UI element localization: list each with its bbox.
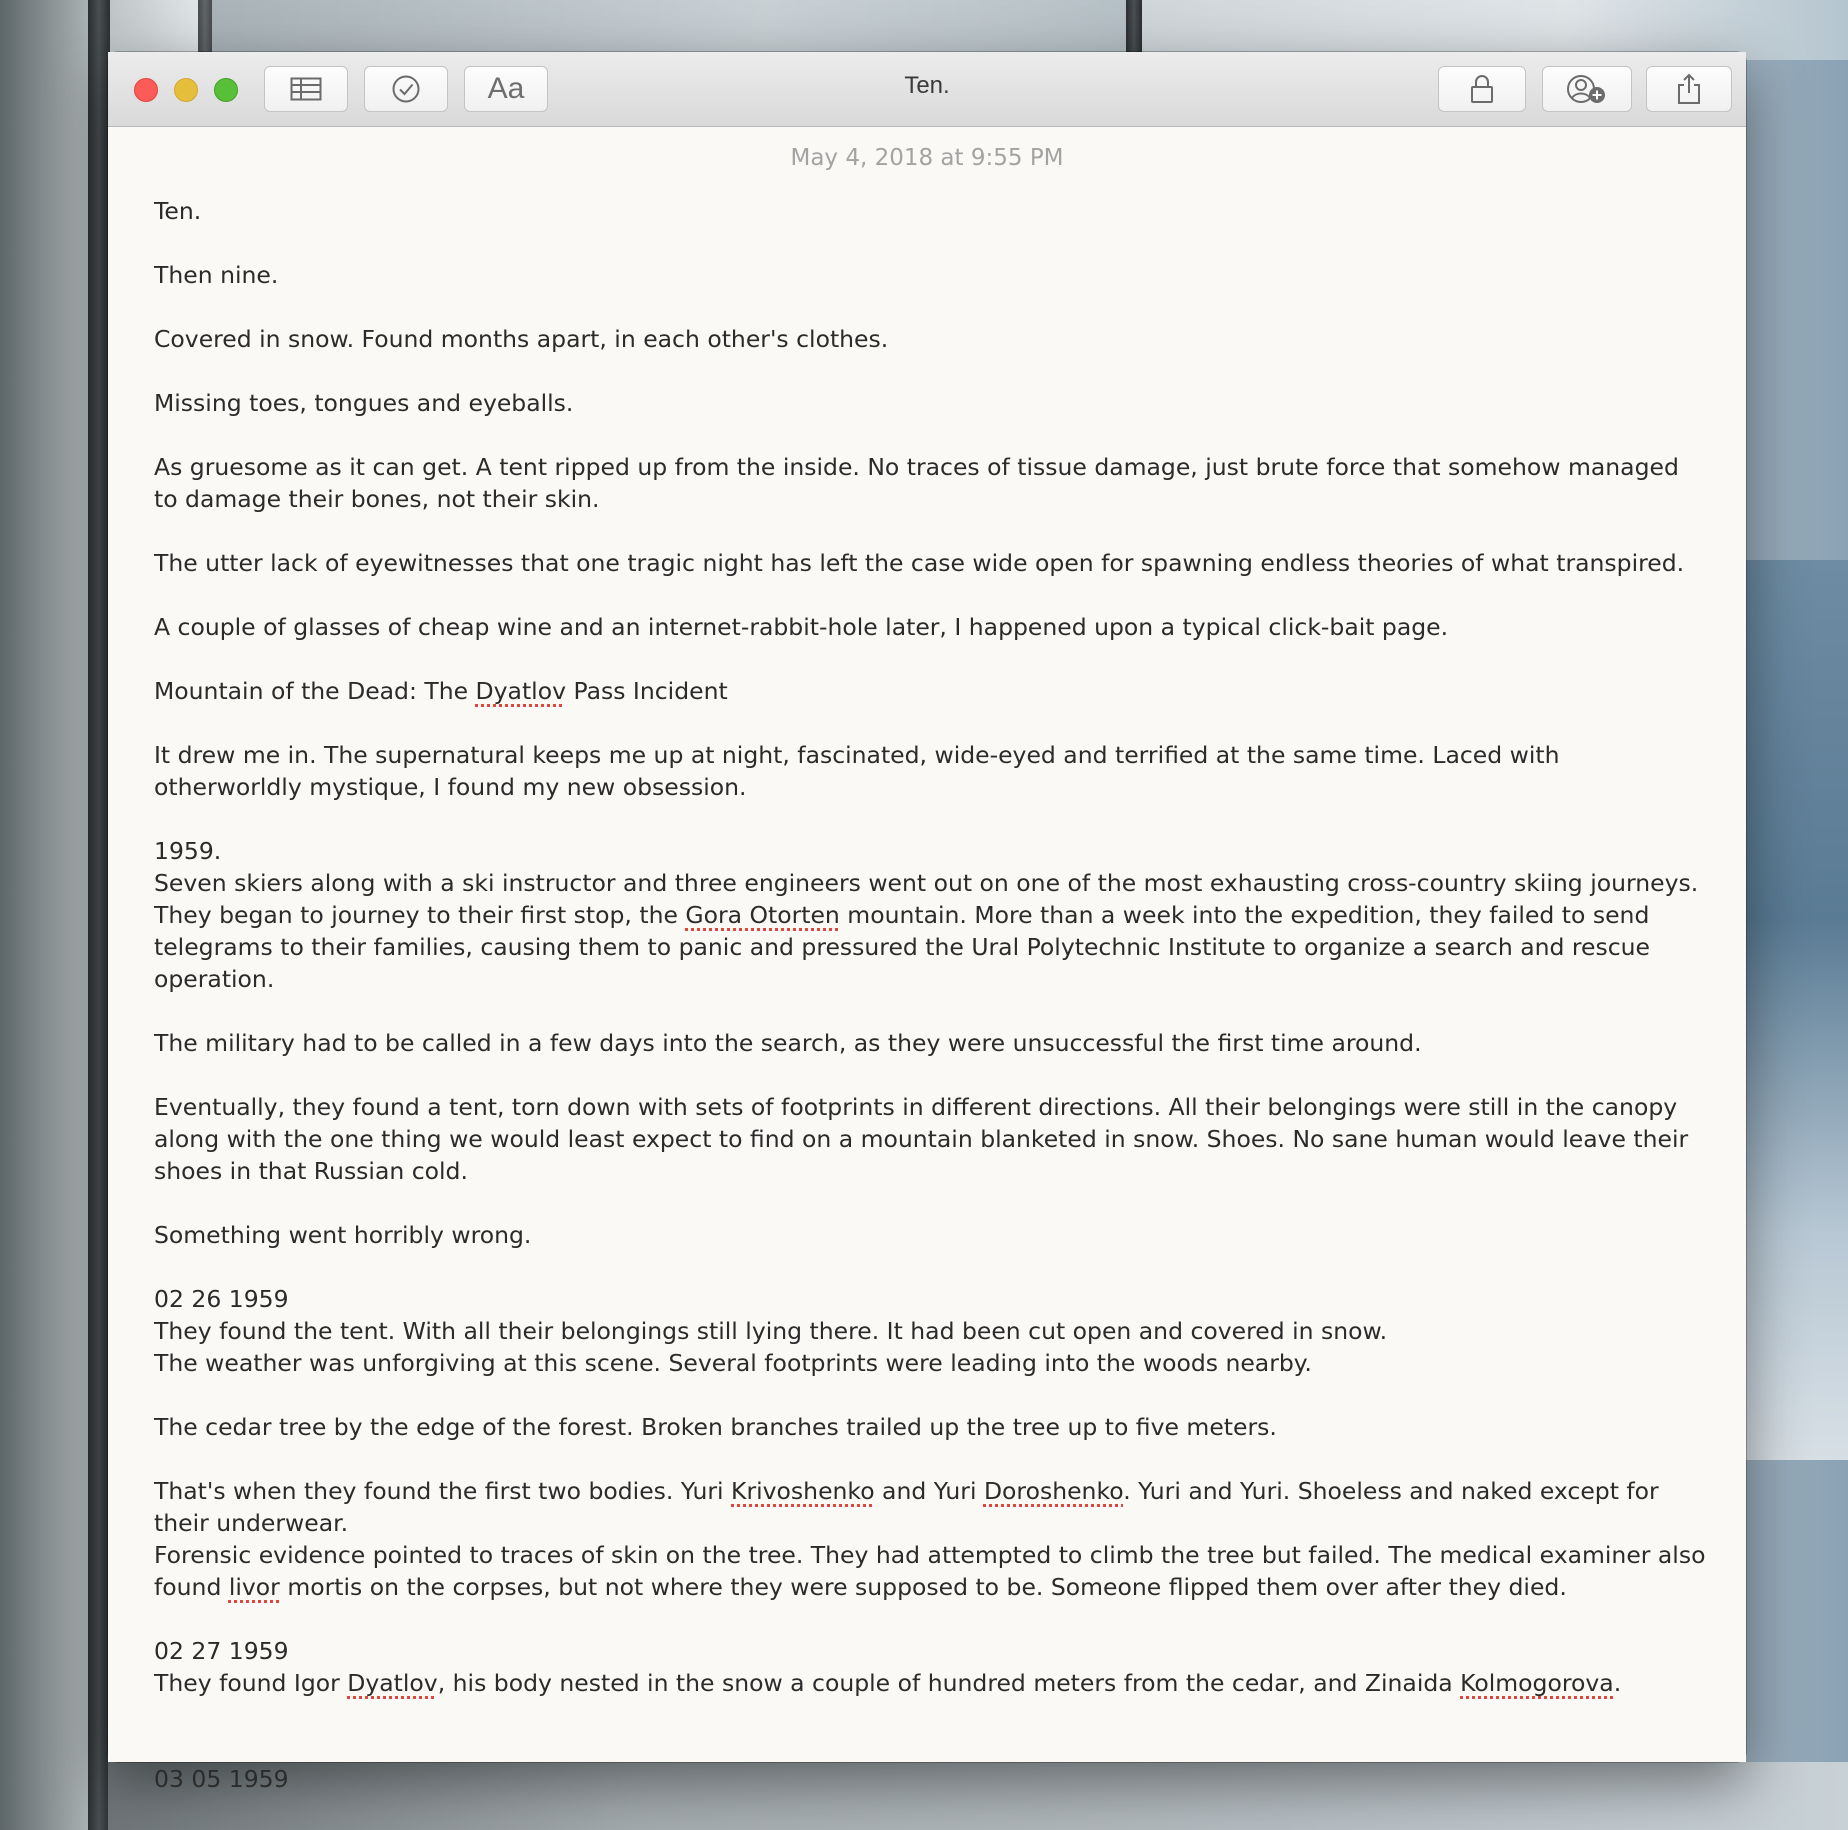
- add-people-icon: [1565, 73, 1609, 105]
- note-paragraph: The military had to be called in a few days into the search, as they were unsuccessful the first time around.: [154, 1029, 1422, 1057]
- note-paragraph: [154, 835, 1706, 995]
- format-label: Aa: [487, 72, 525, 105]
- note-editor[interactable]: [108, 127, 1746, 1793]
- lock-button[interactable]: [1438, 66, 1526, 112]
- minimize-window-button[interactable]: [174, 78, 198, 102]
- text-span: .: [1613, 1669, 1622, 1697]
- misspelled-word[interactable]: livor: [228, 1573, 280, 1601]
- misspelled-word[interactable]: Dyatlov: [475, 677, 566, 705]
- text-span: and Yuri: [874, 1477, 984, 1505]
- misspelled-word[interactable]: Krivoshenko: [731, 1477, 875, 1505]
- text-span: , his body nested in the snow a couple of hundred meters from the cedar, and Zinaida: [437, 1669, 1461, 1697]
- note-date: May 4, 2018 at 9:55 PM: [790, 145, 1064, 171]
- misspelled-word[interactable]: Dyatlov: [347, 1669, 438, 1697]
- note-paragraph: As gruesome as it can get. A tent ripped up from the inside. No traces of tissue damage, just brute force that somehow managed to damage their bones, not their skin.: [154, 453, 1679, 513]
- close-window-button[interactable]: [134, 78, 158, 102]
- text-span: mortis on the corpses, but not where they were supposed to be. Someone flipped them over after they died.: [279, 1573, 1567, 1601]
- desktop-background: [212, 0, 1132, 60]
- note-paragraph: Covered in snow. Found months apart, in each other's clothes.: [154, 325, 889, 353]
- text-span: That's when they found the first two bodies. Yuri: [154, 1477, 732, 1505]
- title-bar[interactable]: [108, 52, 1746, 127]
- note-paragraph: [154, 1475, 1706, 1603]
- misspelled-word[interactable]: Kolmogorova: [1460, 1669, 1614, 1697]
- note-paragraph: A couple of glasses of cheap wine and an internet-rabbit-hole later, I happened upon a typical click-bait page.: [154, 613, 1449, 641]
- text-span: Seven skiers along with a ski instructor and three engineers went out on one of the most exhausting cross-country skiing journeys. They began to journey to their first stop, the: [154, 869, 1699, 929]
- window-title: Ten.: [904, 72, 950, 99]
- add-people-button[interactable]: [1542, 66, 1632, 112]
- note-body[interactable]: [154, 195, 1706, 1827]
- note-date-entry: 03 05 1959: [154, 1765, 289, 1793]
- note-paragraph: Missing toes, tongues and eyeballs.: [154, 389, 574, 417]
- note-paragraph: [154, 675, 1706, 707]
- text-span: Pass Incident: [565, 677, 728, 705]
- note-paragraph: It drew me in. The supernatural keeps me up at night, fascinated, wide-eyed and terrified at the same time. Laced with otherworldly mystique, I found my new obsession.: [154, 741, 1560, 801]
- text-span: Mountain of the Dead: The: [154, 677, 476, 705]
- checklist-button[interactable]: [364, 66, 448, 112]
- note-paragraph: [154, 1635, 1706, 1699]
- desktop-background-mountain: [1728, 560, 1848, 1460]
- note-paragraph: Something went horribly wrong.: [154, 1221, 532, 1249]
- text-span: mountain. More than a week into the expedition, they failed to send telegrams to their families, causing them to panic and pressured the Ural Polytechnic Institute to organize a search and rescue operation.: [154, 901, 1650, 993]
- table-icon: [290, 77, 322, 101]
- note-year: 1959.: [154, 837, 222, 865]
- misspelled-word[interactable]: Gora Otorten: [685, 901, 840, 929]
- share-icon: [1676, 73, 1702, 105]
- note-date-entry: 02 27 1959: [154, 1637, 289, 1665]
- table-button[interactable]: [264, 66, 348, 112]
- note-paragraph: The cedar tree by the edge of the forest. Broken branches trailed up the tree up to five meters.: [154, 1413, 1277, 1441]
- note-paragraph: [154, 1283, 1706, 1379]
- checklist-icon: [391, 74, 421, 104]
- desktop-background-frame: [88, 0, 110, 1830]
- desktop-background-sky: [1142, 0, 1848, 60]
- text-span: They found Igor: [154, 1669, 348, 1697]
- note-date-entry: 02 26 1959: [154, 1285, 289, 1313]
- note-paragraph: Ten.: [154, 197, 202, 225]
- share-button[interactable]: [1646, 66, 1732, 112]
- notes-window: [108, 52, 1746, 1793]
- text-line: The weather was unforgiving at this scene. Several footprints were leading into the woods nearby.: [154, 1349, 1312, 1377]
- text-line: They found the tent. With all their belongings still lying there. It had been cut open and covered in snow.: [154, 1317, 1388, 1345]
- text-span: . Yuri and Yuri. Shoeless and naked except for their underwear.: [154, 1477, 1659, 1537]
- note-paragraph: Eventually, they found a tent, torn down with sets of footprints in different directions. All their belongings were still in the canopy along with the one thing we would least expect to find on a mountain blanketed in snow. Shoes. No sane human would leave their shoes in that Russian cold.: [154, 1093, 1689, 1185]
- note-paragraph: Then nine.: [154, 261, 279, 289]
- format-button[interactable]: [464, 66, 548, 112]
- note-paragraph: The utter lack of eyewitnesses that one tragic night has left the case wide open for spawning endless theories of what transpired.: [154, 549, 1685, 577]
- text-span: Forensic evidence pointed to traces of skin on the tree. They had attempted to climb the tree but failed. The medical examiner also found: [154, 1541, 1706, 1601]
- zoom-window-button[interactable]: [214, 78, 238, 102]
- lock-icon: [1470, 74, 1494, 104]
- misspelled-word[interactable]: Doroshenko: [983, 1477, 1124, 1505]
